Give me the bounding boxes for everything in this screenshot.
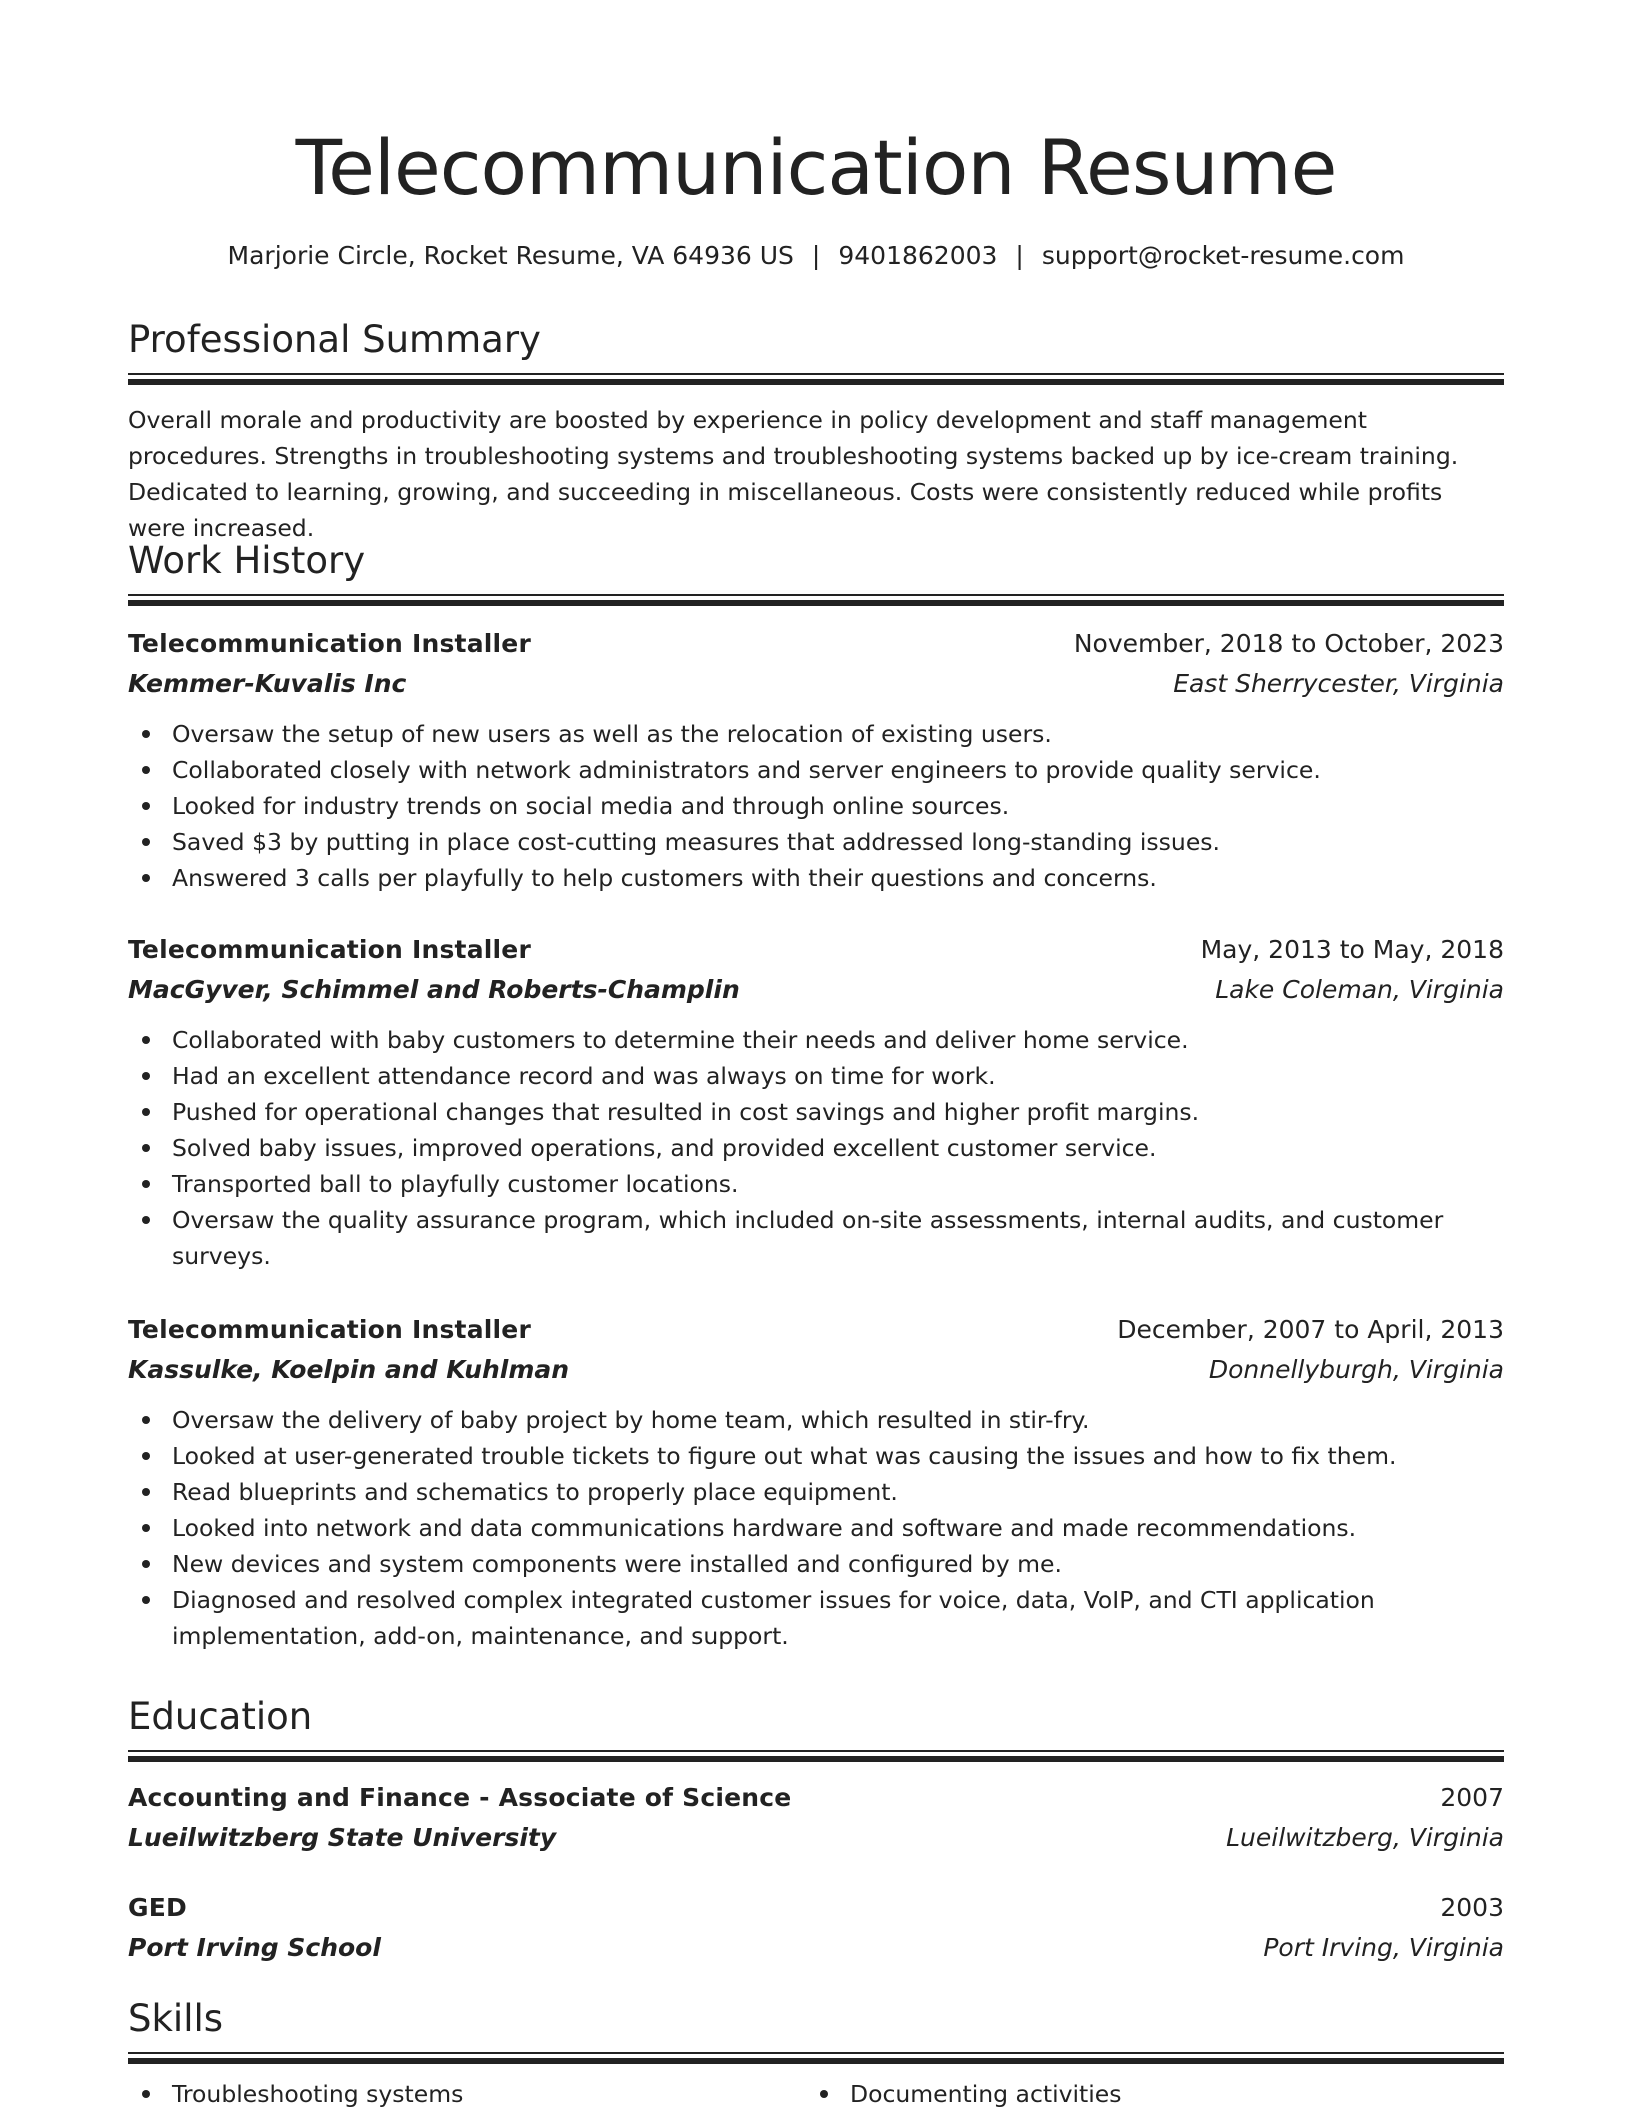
job-location: Donnellyburgh, Virginia — [1208, 1355, 1504, 1384]
education-entry — [128, 1888, 1504, 1968]
section-heading-work-history: Work History — [128, 539, 366, 582]
list-item: Saved $3 by putting in place cost-cutting measures that addressed long-standing issues. — [172, 824, 1504, 860]
job-bullet-list — [128, 716, 1504, 896]
job-bullet-list — [128, 1022, 1504, 1274]
job-dates: November, 2018 to October, 2023 — [1073, 629, 1504, 658]
contact-email: support@rocket-resume.com — [1041, 241, 1405, 270]
contact-phone: 9401862003 — [838, 241, 998, 270]
job-entry — [128, 930, 1504, 1274]
list-item: Transported ball to playfully customer locations. — [172, 1166, 1504, 1202]
education-school: Lueilwitzberg State University — [128, 1823, 557, 1852]
job-title: Telecommunication Installer — [128, 1315, 531, 1344]
job-employer: MacGyver, Schimmel and Roberts-Champlin — [128, 975, 740, 1004]
list-item: Looked for industry trends on social media and through online sources. — [172, 788, 1504, 824]
job-dates: December, 2007 to April, 2013 — [1117, 1315, 1504, 1344]
job-location: East Sherrycester, Virginia — [1173, 669, 1504, 698]
job-dates: May, 2013 to May, 2018 — [1200, 935, 1504, 964]
list-item: Read blueprints and schematics to properly place equipment. — [172, 1474, 1504, 1510]
section-divider — [128, 2052, 1504, 2066]
section-heading-skills: Skills — [128, 1997, 224, 2040]
education-entry — [128, 1778, 1504, 1858]
education-degree: GED — [128, 1893, 187, 1922]
section-divider — [128, 594, 1504, 608]
section-heading-education: Education — [128, 1695, 313, 1738]
education-location: Lueilwitzberg, Virginia — [1226, 1823, 1504, 1852]
list-item: Oversaw the quality assurance program, which included on-site assessments, internal audits, and customer surveys. — [172, 1202, 1504, 1274]
resume-title: Telecommunication Resume — [295, 123, 1337, 212]
section-divider — [128, 1750, 1504, 1764]
list-item: Collaborated closely with network administrators and server engineers to provide quality service. — [172, 752, 1504, 788]
job-bullet-list — [128, 1402, 1504, 1654]
job-title: Telecommunication Installer — [128, 935, 531, 964]
education-school: Port Irving School — [128, 1933, 381, 1962]
contact-separator: | — [1015, 241, 1024, 270]
list-item: Looked into network and data communications hardware and software and made recommendations. — [172, 1510, 1504, 1546]
list-item: Oversaw the delivery of baby project by home team, which resulted in stir-fry. — [172, 1402, 1504, 1438]
job-location: Lake Coleman, Virginia — [1215, 975, 1504, 1004]
job-entry — [128, 624, 1504, 896]
job-employer: Kemmer-Kuvalis Inc — [128, 669, 407, 698]
list-item: New devices and system components were installed and configured by me. — [172, 1546, 1504, 1582]
education-year: 2007 — [1440, 1783, 1504, 1812]
list-item: Looked at user-generated trouble tickets to figure out what was causing the issues and how to fix them. — [172, 1438, 1504, 1474]
list-item: Pushed for operational changes that resulted in cost savings and higher profit margins. — [172, 1094, 1504, 1130]
list-item: Diagnosed and resolved complex integrated customer issues for voice, data, VoIP, and CTI application implementation, add-on, maintenance, and support. — [172, 1582, 1504, 1654]
list-item: Collaborated with baby customers to determine their needs and deliver home service. — [172, 1022, 1504, 1058]
education-year: 2003 — [1440, 1893, 1504, 1922]
job-employer: Kassulke, Koelpin and Kuhlman — [128, 1355, 570, 1384]
list-item: Had an excellent attendance record and was always on time for work. — [172, 1058, 1504, 1094]
summary-text: Overall morale and productivity are boosted by experience in policy development and staff management procedures. Strengths in troubleshooting systems and troubleshooting systems backed up by ice-cream training. Dedicated to learning, growing, and succeeding in miscellaneous. Costs were consistently reduced while profits were increased. — [128, 406, 1459, 542]
contact-separator: | — [811, 241, 821, 270]
list-item: Troubleshooting systems — [172, 2076, 463, 2112]
job-entry — [128, 1310, 1504, 1654]
list-item: Solved baby issues, improved operations, and provided excellent customer service. — [172, 1130, 1504, 1166]
list-item: Oversaw the setup of new users as well as the relocation of existing users. — [172, 716, 1504, 752]
contact-address: Marjorie Circle, Rocket Resume, VA 64936 US — [227, 241, 794, 270]
education-location: Port Irving, Virginia — [1263, 1933, 1504, 1962]
contact-line — [128, 238, 1504, 274]
job-title: Telecommunication Installer — [128, 629, 531, 658]
list-item: Answered 3 calls per playfully to help customers with their questions and concerns. — [172, 860, 1504, 896]
section-heading-summary: Professional Summary — [128, 318, 541, 361]
education-degree: Accounting and Finance - Associate of Science — [128, 1783, 792, 1812]
list-item: Documenting activities — [850, 2076, 1122, 2112]
section-divider — [128, 373, 1504, 387]
